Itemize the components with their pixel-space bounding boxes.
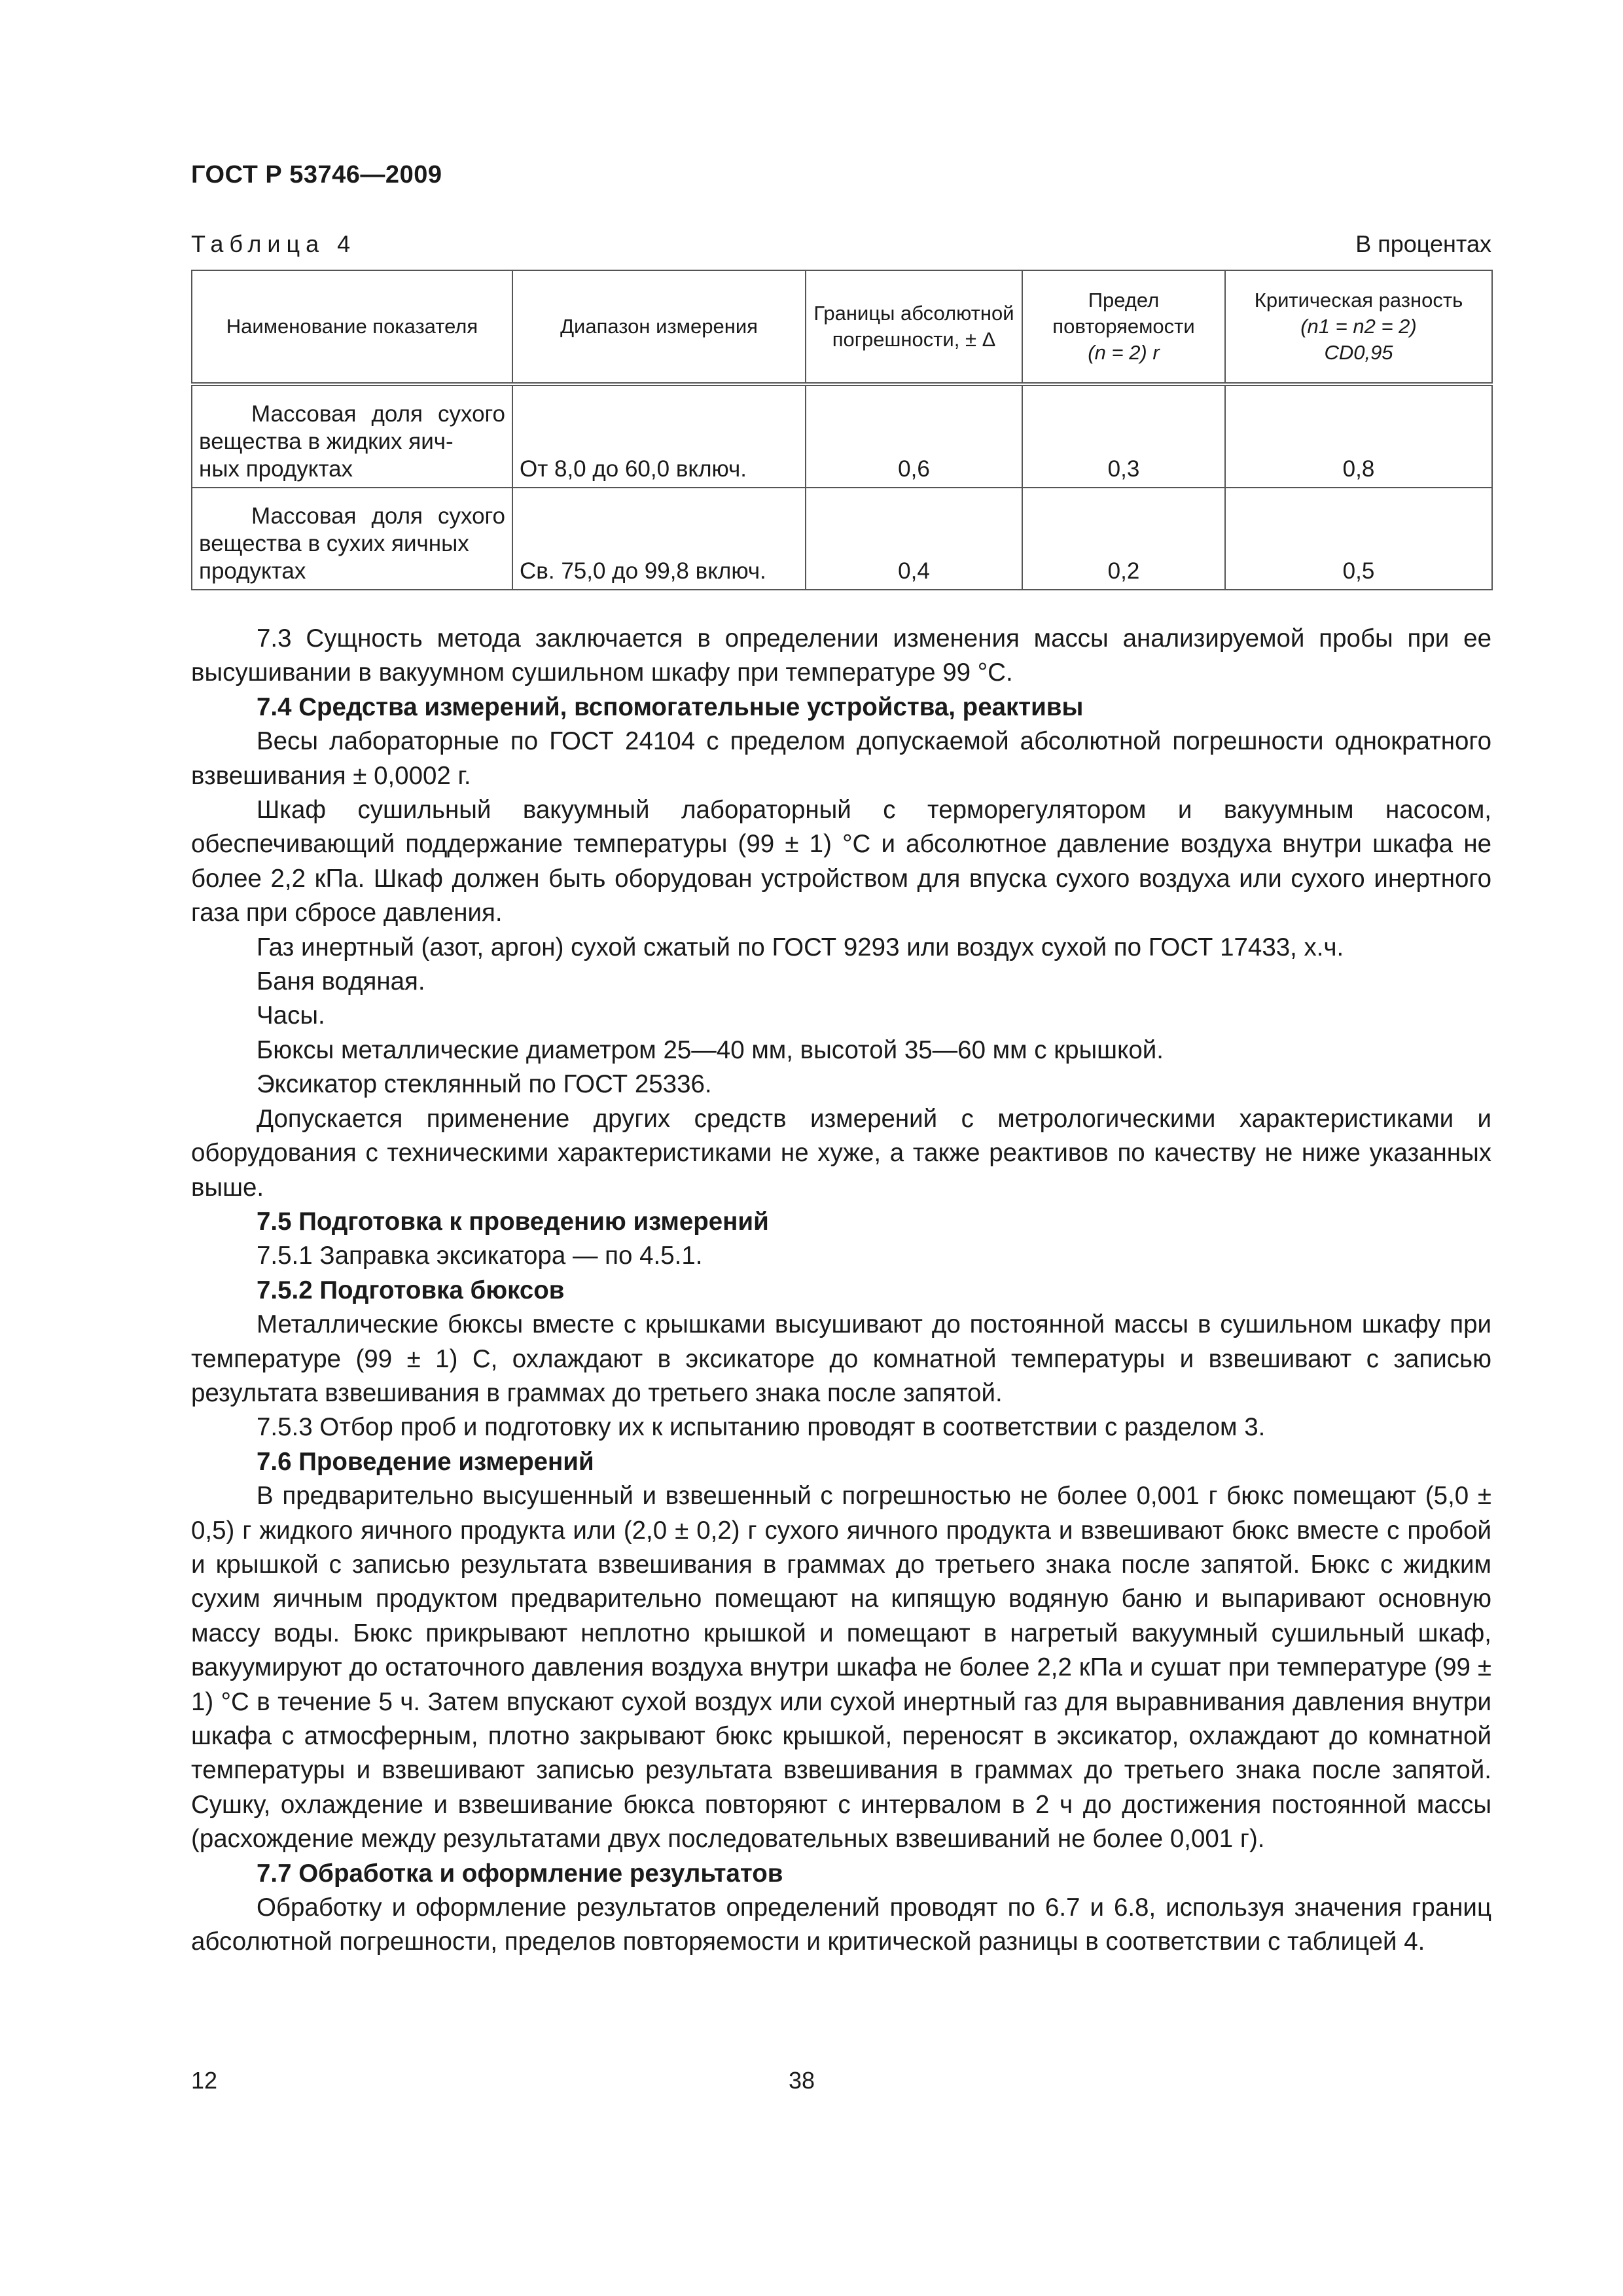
- table-caption: Таблица 4: [191, 230, 357, 257]
- header-critical-diff-formula: (n1 = n2 = 2): [1300, 315, 1417, 338]
- table-unit: В процентах: [1355, 230, 1491, 257]
- row-critical-diff: 0,5: [1225, 488, 1492, 590]
- row-indicator: Массовая доля сухого вещества в жидких яич- ных продуктах: [192, 384, 512, 488]
- paragraph: Газ инертный (азот, аргон) сухой сжатый по ГОСТ 9293 или воздух сухой по ГОСТ 17433, х.ч.: [257, 933, 1344, 961]
- page-number-left: 12: [191, 2067, 218, 2094]
- table-header-row: [192, 270, 1492, 384]
- row-abs-error: 0,4: [806, 488, 1022, 590]
- heading-7-4: 7.4 Средства измерений, вспомогательные устройства, реактивы: [257, 692, 1084, 721]
- table-row: [192, 384, 1492, 488]
- header-indicator: Наименование показателя: [192, 270, 512, 384]
- heading-7-5: 7.5 Подготовка к проведению измерений: [257, 1207, 769, 1236]
- paragraph: Шкаф сушильный вакуумный лабораторный с терморегулятором и вакуумным насосом, обеспечивающий поддержание температуры (99 ± 1) °С и абсолютное давление воздуха внутри шкафа не более 2,2 кПа. Шкаф должен быть оборудован устройством для впуска сухого воздуха или сухого инертного газа при сбросе давления.: [191, 796, 1491, 927]
- row-range: Св. 75,0 до 99,8 включ.: [512, 488, 806, 590]
- paragraph: Обработку и оформление результатов определений проводят по 6.7 и 6.8, используя значения границ абсолютной погрешности, пределов повторяемости и критической разницы в соответствии с таблицей 4.: [191, 1893, 1491, 1956]
- heading-7-7: 7.7 Обработка и оформление результатов: [257, 1859, 783, 1888]
- header-critical-diff-symbol: CD0,95: [1324, 341, 1393, 364]
- header-repeat-limit-text: Предел повторяемости: [1052, 289, 1195, 338]
- paragraph-7-5-3: 7.5.3 Отбор проб и подготовку их к испытанию проводят в соответствии с разделом 3.: [257, 1413, 1266, 1442]
- paragraph-7-5-1: 7.5.1 Заправка эксикатора — по 4.5.1.: [257, 1242, 703, 1270]
- page-number-center: 38: [789, 2067, 815, 2094]
- body-text: [191, 622, 1491, 1960]
- table-row: [192, 488, 1492, 590]
- row-indicator: Массовая доля сухого вещества в сухих яичных продуктах: [192, 488, 512, 590]
- paragraph: Весы лабораторные по ГОСТ 24104 с пределом допускаемой абсолютной погрешности однократного взвешивания ± 0,0002 г.: [191, 727, 1491, 790]
- row-abs-error: 0,6: [806, 384, 1022, 488]
- heading-7-6: 7.6 Проведение измерений: [257, 1447, 594, 1476]
- header-critical-diff-text: Критическая разность: [1254, 289, 1463, 312]
- header-abs-error: Границы абсолютной погрешности, ± Δ: [806, 270, 1022, 384]
- document-code: ГОСТ Р 53746—2009: [191, 161, 442, 188]
- row-critical-diff: 0,8: [1225, 384, 1492, 488]
- row-range: От 8,0 до 60,0 включ.: [512, 384, 806, 488]
- paragraph: Баня водяная.: [257, 967, 425, 996]
- paragraph: Допускается применение других средств измерений с метрологическими характеристиками и оборудования с техническими характеристиками не хуже, а также реактивов по качеству не ниже указанных выше.: [191, 1104, 1491, 1202]
- header-critical-diff: [1225, 270, 1492, 384]
- heading-7-5-2: 7.5.2 Подготовка бюксов: [257, 1276, 565, 1304]
- header-range: Диапазон измерения: [512, 270, 806, 384]
- row-repeat-limit: 0,3: [1022, 384, 1225, 488]
- header-repeat-limit-formula: (n = 2) r: [1088, 341, 1160, 364]
- paragraph: Бюксы металлические диаметром 25—40 мм, высотой 35—60 мм с крышкой.: [257, 1035, 1164, 1064]
- paragraph-7-3: 7.3 Сущность метода заключается в определении изменения массы анализируемой пробы при ее высушивании в вакуумном сушильном шкафу при температуре 99 °С.: [191, 624, 1491, 687]
- paragraph: Часы.: [257, 1001, 325, 1030]
- paragraph: Металлические бюксы вместе с крышками высушивают до постоянной массы в сушильном шкафу при температуре (99 ± 1) С, охлаждают в эксикаторе до комнатной температуры и взвешивают с записью результата взвешивания в граммах до третьего знака после запятой.: [191, 1310, 1491, 1407]
- header-repeat-limit: [1022, 270, 1225, 384]
- paragraph: В предварительно высушенный и взвешенный с погрешностью не более 0,001 г бюкс помещают (5,0 ± 0,5) г жидкого яичного продукта или (2,0 ± 0,2) г сухого яичного продукта и взвешивают бюкс вместе с пробой и крышкой с записью результата взвешивания в граммах до третьего знака после запятой. Бюкс с жидким сухим яичным продуктом предварительно помещают на кипящую водяную баню и выпаривают основную массу воды. Бюкс прикрывают неплотно крышкой и помещают в нагретый вакуумный сушильный шкаф, вакуумируют до остаточного давления воздуха внутри шкафа не более 2,2 кПа и сушат при температуре (99 ± 1) °С в течение 5 ч. Затем впускают сухой воздух или сухой инертный газ для выравнивания давления внутри шкафа с атмосферным, плотно закрывают бюкс крышкой, переносят в эксикатор, охлаждают до комнатной температуры и взвешивают записью результата взвешивания в граммах до третьего знака после запятой. Сушку, охлаждение и взвешивание бюкса повторяют с интервалом в 2 ч до достижения постоянной массы (расхождение между результатами двух последовательных взвешиваний не более 0,001 г).: [191, 1482, 1491, 1854]
- measurement-table: [191, 270, 1493, 590]
- paragraph: Эксикатор стеклянный по ГОСТ 25336.: [257, 1070, 712, 1099]
- row-repeat-limit: 0,2: [1022, 488, 1225, 590]
